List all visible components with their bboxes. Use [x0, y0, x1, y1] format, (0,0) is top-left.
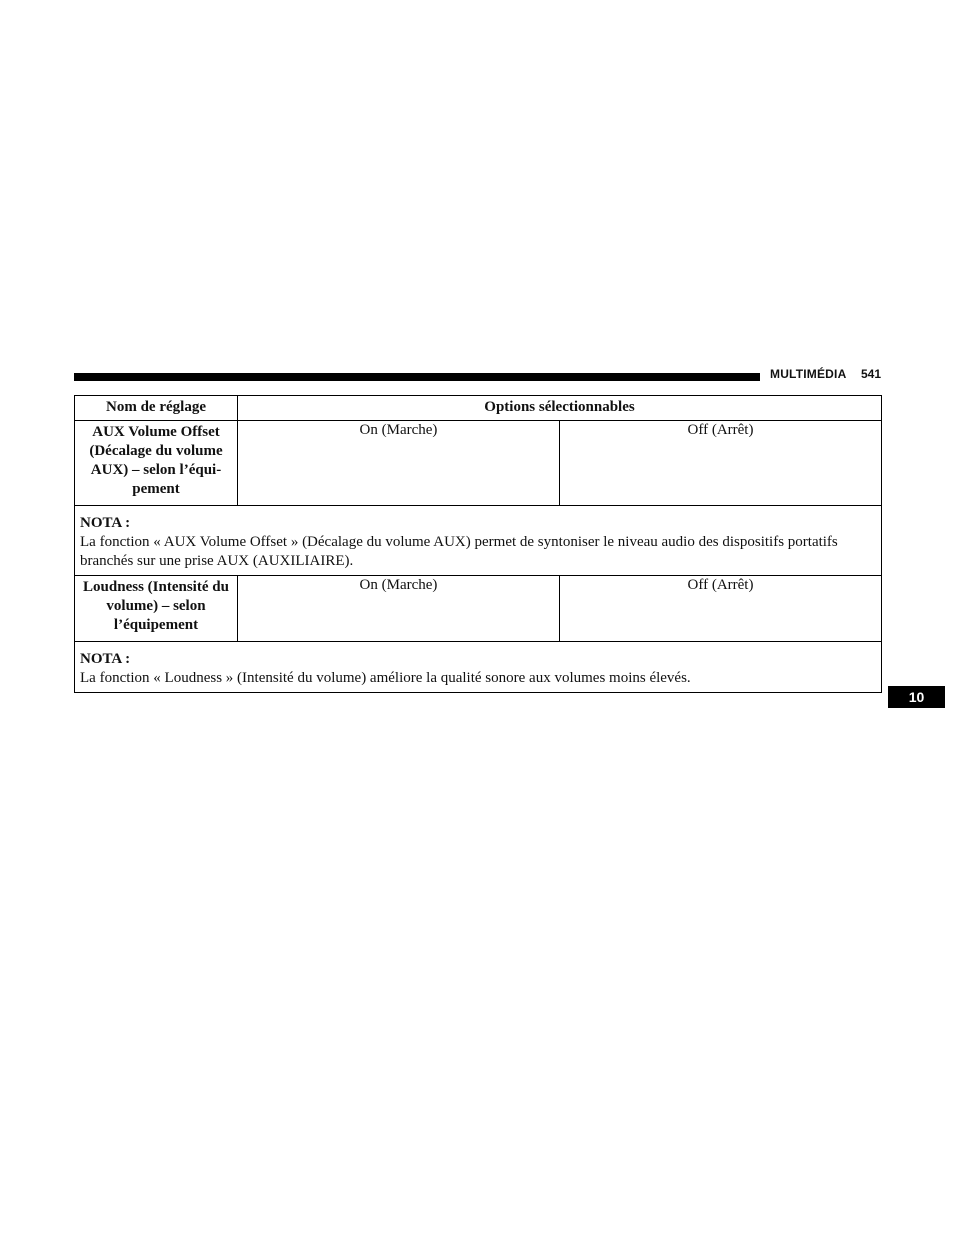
note-text: La fonction « AUX Volume Offset » (Décalage du volume AUX) permet de syntoniser le niveau audio des dispositifs portatifs branchés sur une prise AUX (AUXILIAIRE). — [80, 534, 838, 569]
column-header-options: Options sélectionnables — [238, 396, 882, 421]
settings-table — [74, 395, 882, 693]
setting-name: AUX Volume Offset (Décalage du volume AUX) – selon l’équi-pement — [75, 421, 238, 506]
option-on: On (Marche) — [238, 421, 560, 506]
note-label: NOTA : — [80, 515, 131, 531]
option-on: On (Marche) — [238, 576, 560, 642]
table-header-row — [75, 396, 882, 421]
setting-name: Loudness (Intensité du volume) – selon l’équipement — [75, 576, 238, 642]
note-cell — [75, 642, 882, 693]
note-text: La fonction « Loudness » (Intensité du volume) améliore la qualité sonore aux volumes moins élevés. — [80, 670, 691, 686]
note-row — [75, 642, 882, 693]
table-row — [75, 421, 882, 506]
note-cell — [75, 506, 882, 576]
page-number: 541 — [861, 367, 882, 381]
chapter-tab: 10 — [888, 686, 945, 708]
section-title: MULTIMÉDIA — [770, 367, 847, 381]
table-row — [75, 576, 882, 642]
option-off: Off (Arrêt) — [560, 421, 882, 506]
option-off: Off (Arrêt) — [560, 576, 882, 642]
header-rule — [74, 373, 760, 381]
column-header-name: Nom de réglage — [75, 396, 238, 421]
note-row — [75, 506, 882, 576]
note-label: NOTA : — [80, 651, 131, 667]
